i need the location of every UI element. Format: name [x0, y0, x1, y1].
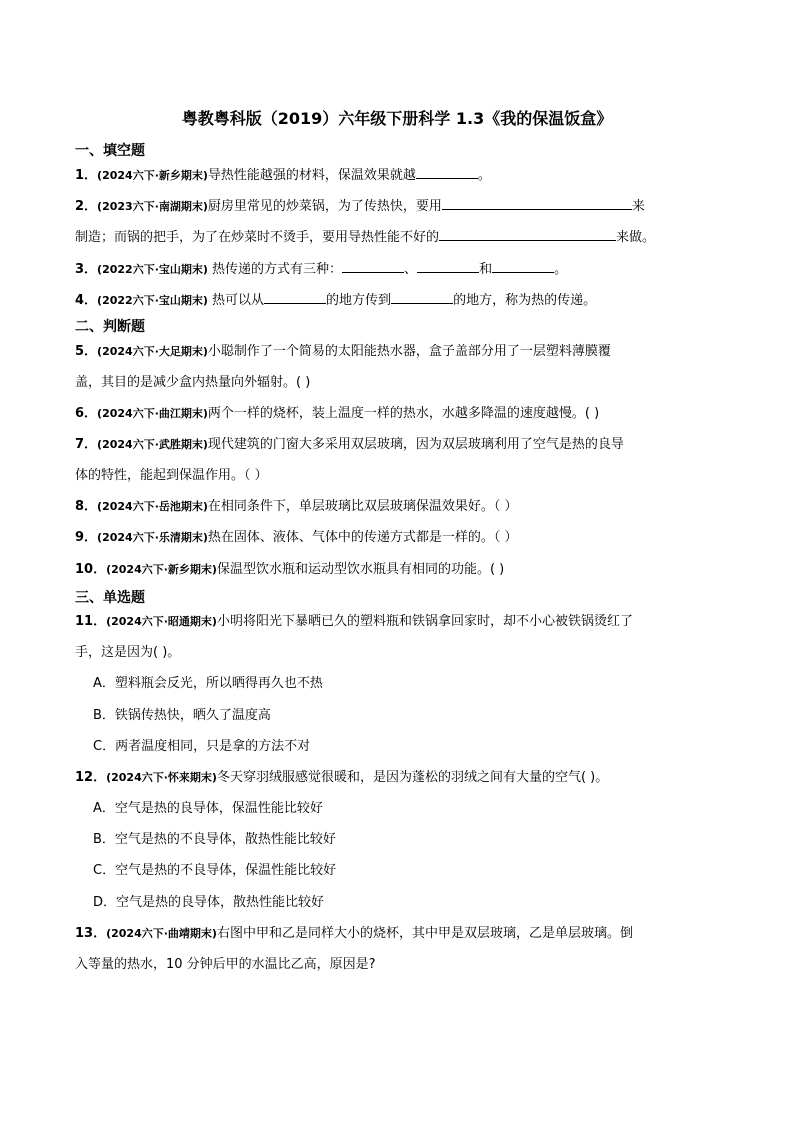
question-2-line-2	[75, 227, 655, 247]
question-text: 热在固体、液体、气体中的传递方式都是一样的。（ ）	[207, 530, 518, 545]
question-13-line-2	[75, 956, 376, 974]
question-number: 13．	[75, 926, 107, 941]
question-text-end: 的地方，称为热的传递。	[453, 293, 597, 308]
question-number: 8．	[75, 499, 98, 514]
question-5-line-2	[75, 374, 310, 392]
question-11	[75, 613, 633, 631]
question-text: 导热性能越强的材料，保温效果就越	[207, 168, 416, 183]
page-title: 粤教粤科版（2019）六年级下册科学 1.3《我的保温饭盒》	[181, 109, 613, 128]
question-source: (2022六下·宝山期末)	[97, 263, 208, 276]
section-heading-judge: 二、判断题	[75, 319, 145, 335]
question-text: 体的特性，能起到保温作用。（ ）	[75, 468, 268, 483]
answer-blank[interactable]	[264, 290, 326, 304]
option-a[interactable]: A．塑料瓶会反光，所以晒得再久也不热	[93, 676, 323, 691]
answer-blank[interactable]	[417, 259, 479, 273]
question-text: 热传递的方式有三种：	[207, 262, 343, 277]
question-10	[75, 561, 504, 579]
section-heading-single: 三、单选题	[75, 590, 145, 606]
question-number: 6．	[75, 406, 98, 421]
question-text: 小聪制作了一个简易的太阳能热水器，盒子盖部分用了一层塑料薄膜覆	[207, 344, 611, 359]
question-text: 盖，其目的是减少盒内热量向外辐射。( )	[75, 375, 311, 390]
question-number: 12．	[75, 770, 107, 785]
option-c[interactable]: C．两者温度相同，只是拿的方法不对	[93, 739, 311, 754]
question-11-line-2	[75, 644, 180, 662]
question-13	[75, 925, 633, 943]
answer-blank[interactable]	[391, 290, 453, 304]
question-source: (2024六下·岳池期末)	[97, 500, 208, 513]
question-5	[75, 343, 611, 361]
question-4	[75, 290, 596, 310]
question-7	[75, 436, 624, 454]
question-number: 1．	[75, 168, 98, 183]
answer-blank[interactable]	[439, 227, 616, 241]
question-text: 手，这是因为( )。	[75, 645, 181, 660]
question-number: 5．	[75, 344, 98, 359]
question-text-end: 来做。	[616, 230, 656, 245]
question-number: 2．	[75, 199, 98, 214]
question-source: (2024六下·武胜期末)	[97, 438, 208, 451]
question-source: (2024六下·新乡期末)	[106, 563, 217, 576]
question-number: 10．	[75, 562, 107, 577]
question-source: (2024六下·昭通期末)	[106, 615, 217, 628]
question-number: 4．	[75, 293, 98, 308]
answer-blank[interactable]	[416, 165, 478, 179]
question-text: 小明将阳光下暴晒已久的塑料瓶和铁锅拿回家时，却不小心被铁锅烫红了	[216, 614, 633, 629]
answer-blank[interactable]	[442, 196, 632, 210]
question-number: 7．	[75, 437, 98, 452]
question-source: (2022六下·宝山期末)	[97, 294, 208, 307]
question-source: (2023六下·南湖期末)	[97, 200, 208, 213]
question-text: 右图中甲和乙是同样大小的烧杯，其中甲是双层玻璃，乙是单层玻璃。倒	[216, 926, 633, 941]
question-text-end: 。	[554, 262, 568, 277]
option-d[interactable]: D．空气是热的良导体，散热性能比较好	[93, 895, 325, 910]
question-text: 的地方传到	[326, 293, 392, 308]
question-3	[75, 259, 567, 279]
question-2	[75, 196, 645, 216]
question-8	[75, 498, 518, 516]
question-12	[75, 769, 608, 787]
option-a[interactable]: A．空气是热的良导体，保温性能比较好	[93, 801, 323, 816]
question-text: 入等量的热水，10 分钟后甲的水温比乙高，原因是?	[75, 957, 376, 972]
option-b[interactable]: B．铁锅传热快，晒久了温度高	[93, 708, 271, 723]
question-text: 制造；而锅的把手，为了在炒菜时不烫手，要用导热性能不好的	[75, 230, 440, 245]
question-number: 11．	[75, 614, 107, 629]
option-c[interactable]: C．空气是热的不良导体，保温性能比较好	[93, 863, 337, 878]
question-source: (2024六下·大足期末)	[97, 345, 208, 358]
section-heading-fill: 一、填空题	[75, 143, 145, 159]
question-text-end: 来	[631, 199, 645, 214]
separator: 、	[404, 262, 418, 277]
question-7-line-2	[75, 467, 268, 485]
question-source: (2024六下·曲江期末)	[97, 407, 208, 420]
separator: 和	[479, 262, 493, 277]
question-source: (2024六下·新乡期末)	[97, 169, 208, 182]
question-text: 在相同条件下，单层玻璃比双层玻璃保温效果好。（ ）	[207, 499, 518, 514]
question-1	[75, 165, 491, 185]
question-number: 9．	[75, 530, 98, 545]
question-source: (2024六下·曲靖期末)	[106, 927, 217, 940]
question-text: 厨房里常见的炒菜锅，为了传热快，要用	[207, 199, 442, 214]
question-text: 冬天穿羽绒服感觉很暖和，是因为蓬松的羽绒之间有大量的空气( )。	[216, 770, 609, 785]
question-6	[75, 405, 599, 423]
question-text: 保温型饮水瓶和运动型饮水瓶具有相同的功能。( )	[216, 562, 505, 577]
answer-blank[interactable]	[492, 259, 554, 273]
answer-blank[interactable]	[342, 259, 404, 273]
question-text: 现代建筑的门窗大多采用双层玻璃，因为双层玻璃利用了空气是热的良导	[207, 437, 624, 452]
question-source: (2024六下·乐清期末)	[97, 531, 208, 544]
question-text: 两个一样的烧杯，装上温度一样的热水，水越多降温的速度越慢。( )	[207, 406, 600, 421]
question-text: 热可以从	[207, 293, 265, 308]
option-b[interactable]: B．空气是热的不良导体，散热性能比较好	[93, 832, 336, 847]
question-9	[75, 529, 518, 547]
question-source: (2024六下·怀来期末)	[106, 771, 217, 784]
question-number: 3．	[75, 262, 98, 277]
question-text-end: 。	[477, 168, 491, 183]
